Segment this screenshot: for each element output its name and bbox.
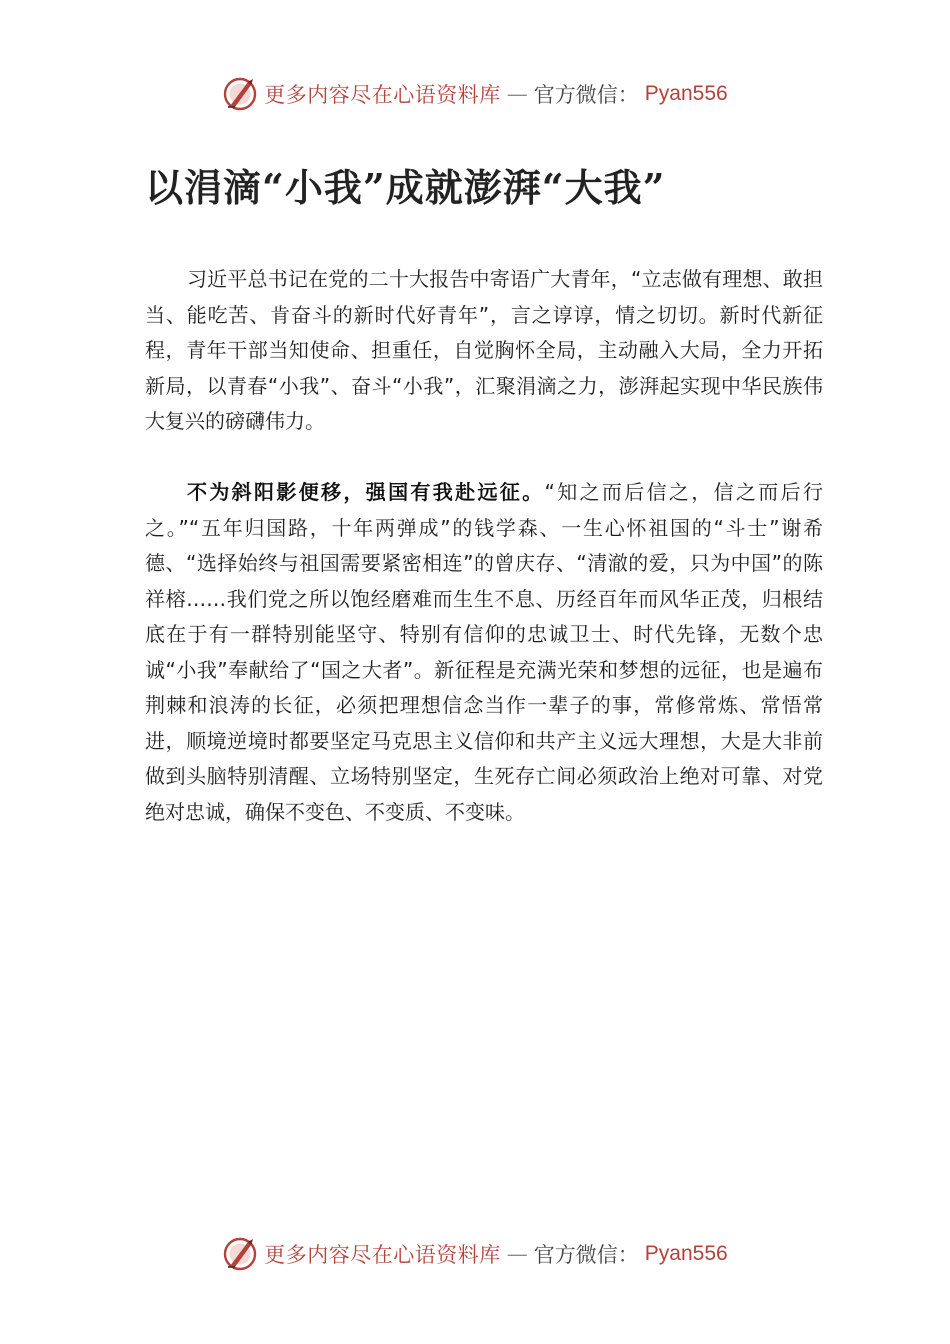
- header-banner: [0, 74, 950, 114]
- header-separator: —: [506, 82, 528, 106]
- document-title: 以涓滴“小我”成就澎湃“大我”: [145, 165, 666, 210]
- quill-pen-logo-icon: [222, 1236, 258, 1272]
- header-slogan: 更多内容尽在心语资料库: [264, 83, 501, 107]
- footer-wechat-handle: Pyan556: [644, 1242, 728, 1265]
- paragraph-body: 习近平总书记在党的二十大报告中寄语广大青年，“立志做有理想、敢担当、能吃苦、肯奋斗的新时代好青年”，言之谆谆，情之切切。新时代新征程，青年干部当知使命、担重任，自觉胸怀全局，主动融入大局，全力开拓新局，以青春“小我”、奋斗“小我”，汇聚涓滴之力，澎湃起实现中华民族伟大复兴的磅礴伟力。: [145, 267, 823, 433]
- footer-banner: [0, 1234, 950, 1274]
- header-wechat-handle: Pyan556: [644, 82, 728, 105]
- footer-slogan: 更多内容尽在心语资料库: [264, 1243, 501, 1267]
- paragraph-section: [145, 475, 823, 830]
- footer-separator: —: [506, 1242, 528, 1266]
- header-wechat-label: 官方微信：: [533, 83, 639, 107]
- paragraph-lead: 不为斜阳影便移，强国有我赴远征。: [187, 480, 545, 504]
- footer-wechat-label: 官方微信：: [533, 1243, 639, 1267]
- paragraph-body: “知之而后信之，信之而后行之。”“五年归国路，十年两弹成”的钱学森、一生心怀祖国的“斗士”谢希德、“选择始终与祖国需要紧密相连”的曾庆存、“清澈的爱，只为中国”的陈祥榕……我们党之所以饱经磨难而生生不息、历经百年而风华正茂，归根结底在于有一群特别能坚守、特别有信仰的忠诚卫士、时代先锋，无数个忠诚“小我”奉献给了“国之大者”。新征程是充满光荣和梦想的远征，也是遍布荆棘和浪涛的长征，必须把理想信念当作一辈子的事，常修常炼、常悟常进，顺境逆境时都要坚定马克思主义信仰和共产主义远大理想，大是大非前做到头脑特别清醒、立场特别坚定，生死存亡间必须政治上绝对可靠、对党绝对忠诚，确保不变色、不变质、不变味。: [145, 480, 823, 824]
- paragraph-intro: [145, 262, 823, 440]
- quill-pen-logo-icon: [222, 76, 258, 112]
